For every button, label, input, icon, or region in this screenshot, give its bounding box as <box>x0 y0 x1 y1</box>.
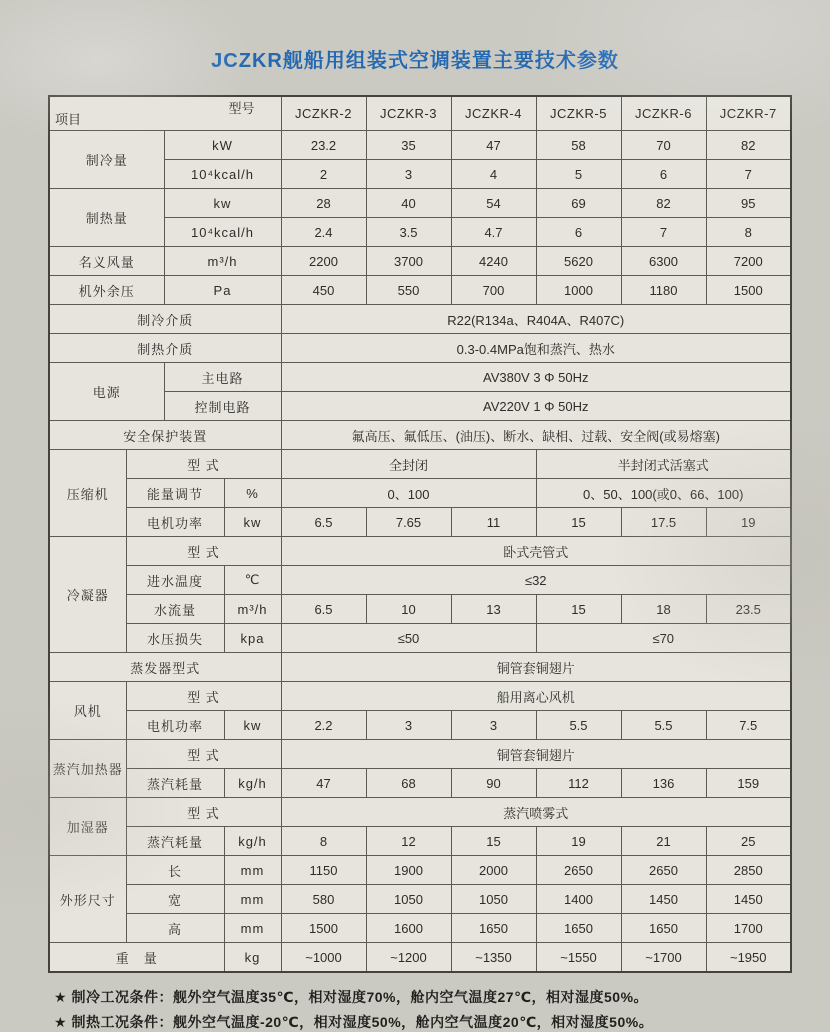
sub-label-cell: 水压损失 <box>126 624 224 653</box>
sub-label-cell: 进水温度 <box>126 566 224 595</box>
value-cell: 2 <box>281 160 366 189</box>
value-cell: 15 <box>536 595 621 624</box>
value-cell: 23.2 <box>281 131 366 160</box>
value-cell: 18 <box>621 595 706 624</box>
table-row <box>49 305 791 334</box>
table-row <box>49 131 791 160</box>
value-cell: 4240 <box>451 247 536 276</box>
merged-value-cell: ≤70 <box>536 624 791 653</box>
value-cell: 7 <box>706 160 791 189</box>
table-row <box>49 769 791 798</box>
merged-value-cell: ≤32 <box>281 566 791 595</box>
table-row <box>49 653 791 682</box>
unit-cell: kg/h <box>224 827 281 856</box>
table-row <box>49 247 791 276</box>
value-cell: 3 <box>366 160 451 189</box>
row-label: 外形尺寸 <box>49 856 126 943</box>
value-cell: 4.7 <box>451 218 536 247</box>
sub-label-cell: 电机功率 <box>126 711 224 740</box>
table-row <box>49 537 791 566</box>
note-heating-condition: ★ 制热工况条件：舰外空气温度-20℃，相对湿度50%，舱内空气温度20℃，相对湿度50%。 <box>54 1014 654 1030</box>
table-row <box>49 363 791 392</box>
value-cell: 3700 <box>366 247 451 276</box>
value-cell: 700 <box>451 276 536 305</box>
merged-value-cell: AV380V 3 Φ 50Hz <box>281 363 791 392</box>
value-cell: 19 <box>706 508 791 537</box>
row-label: 电源 <box>49 363 164 421</box>
row-label: 冷凝器 <box>49 537 126 653</box>
value-cell: 1400 <box>536 885 621 914</box>
table-row <box>49 740 791 769</box>
unit-cell: % <box>224 479 281 508</box>
merged-value-cell: 0.3-0.4MPa饱和蒸汽、热水 <box>281 334 791 363</box>
table-row <box>49 450 791 479</box>
value-cell: 13 <box>451 595 536 624</box>
value-cell: 19 <box>536 827 621 856</box>
value-cell: 12 <box>366 827 451 856</box>
row-label: 蒸发器型式 <box>49 653 281 682</box>
model-header-cell: JCZKR-4 <box>451 96 536 131</box>
value-cell: 6.5 <box>281 595 366 624</box>
value-cell: 40 <box>366 189 451 218</box>
value-cell: 2650 <box>536 856 621 885</box>
value-cell: 2.4 <box>281 218 366 247</box>
unit-cell: kg <box>224 943 281 973</box>
table-row <box>49 827 791 856</box>
value-cell: 15 <box>536 508 621 537</box>
sub-label-cell: 型 式 <box>126 740 281 769</box>
value-cell: 7 <box>621 218 706 247</box>
table-row <box>49 276 791 305</box>
value-cell: 15 <box>451 827 536 856</box>
value-cell: 35 <box>366 131 451 160</box>
value-cell: 6 <box>536 218 621 247</box>
row-label: 加湿器 <box>49 798 126 856</box>
value-cell: ~1700 <box>621 943 706 973</box>
unit-cell: mm <box>224 856 281 885</box>
merged-value-cell: 0、50、100(或0、66、100) <box>536 479 791 508</box>
table-row <box>49 566 791 595</box>
value-cell: 1650 <box>536 914 621 943</box>
unit-cell: 10⁴kcal/h <box>164 218 281 247</box>
value-cell: 450 <box>281 276 366 305</box>
sub-label-cell: 型 式 <box>126 798 281 827</box>
unit-cell: mm <box>224 885 281 914</box>
unit-cell: kw <box>224 711 281 740</box>
row-label: 制热介质 <box>49 334 281 363</box>
value-cell: 2200 <box>281 247 366 276</box>
corner-model-label: 型号 <box>228 101 255 116</box>
value-cell: 1600 <box>366 914 451 943</box>
value-cell: 1180 <box>621 276 706 305</box>
row-label: 压缩机 <box>49 450 126 537</box>
sub-label-cell: 高 <box>126 914 224 943</box>
value-cell: 5.5 <box>621 711 706 740</box>
sub-label-cell: 长 <box>126 856 224 885</box>
row-label: 制冷量 <box>49 131 164 189</box>
value-cell: ~1350 <box>451 943 536 973</box>
value-cell: 5620 <box>536 247 621 276</box>
value-cell: 1900 <box>366 856 451 885</box>
value-cell: 3 <box>366 711 451 740</box>
value-cell: 1700 <box>706 914 791 943</box>
value-cell: 70 <box>621 131 706 160</box>
sub-label-cell: 电机功率 <box>126 508 224 537</box>
value-cell: 550 <box>366 276 451 305</box>
unit-cell: m³/h <box>164 247 281 276</box>
value-cell: 3 <box>451 711 536 740</box>
value-cell: 17.5 <box>621 508 706 537</box>
table-row <box>49 798 791 827</box>
value-cell: 8 <box>281 827 366 856</box>
header-row <box>49 96 791 131</box>
value-cell: 8 <box>706 218 791 247</box>
table-row <box>49 624 791 653</box>
spec-table <box>48 95 792 973</box>
table-row <box>49 479 791 508</box>
merged-value-cell: 铜管套铜翅片 <box>281 653 791 682</box>
value-cell: 112 <box>536 769 621 798</box>
table-row <box>49 885 791 914</box>
sub-label-cell: 型 式 <box>126 450 281 479</box>
table-row <box>49 682 791 711</box>
model-header-cell: JCZKR-3 <box>366 96 451 131</box>
value-cell: 1650 <box>451 914 536 943</box>
value-cell: 82 <box>621 189 706 218</box>
value-cell: ~1200 <box>366 943 451 973</box>
value-cell: 2850 <box>706 856 791 885</box>
row-label: 蒸汽加热器 <box>49 740 126 798</box>
merged-value-cell: 全封闭 <box>281 450 536 479</box>
merged-value-cell: 氟高压、氟低压、(油压)、断水、缺相、过载、安全阀(或易熔塞) <box>281 421 791 450</box>
sub-label-cell: 蒸汽耗量 <box>126 769 224 798</box>
table-row <box>49 711 791 740</box>
value-cell: 1500 <box>281 914 366 943</box>
value-cell: 1650 <box>621 914 706 943</box>
value-cell: 47 <box>281 769 366 798</box>
value-cell: 1050 <box>451 885 536 914</box>
unit-cell: 10⁴kcal/h <box>164 160 281 189</box>
value-cell: 2650 <box>621 856 706 885</box>
value-cell: 10 <box>366 595 451 624</box>
value-cell: 58 <box>536 131 621 160</box>
value-cell: 21 <box>621 827 706 856</box>
value-cell: ~1000 <box>281 943 366 973</box>
unit-cell: kw <box>224 508 281 537</box>
value-cell: 7.5 <box>706 711 791 740</box>
table-row <box>49 508 791 537</box>
value-cell: 23.5 <box>706 595 791 624</box>
value-cell: ~1950 <box>706 943 791 973</box>
page-title: JCZKR舰船用组装式空调装置主要技术参数 <box>211 50 619 72</box>
model-header-cell: JCZKR-5 <box>536 96 621 131</box>
value-cell: 7200 <box>706 247 791 276</box>
value-cell: 1500 <box>706 276 791 305</box>
value-cell: 68 <box>366 769 451 798</box>
sub-label-cell: 水流量 <box>126 595 224 624</box>
row-label: 机外余压 <box>49 276 164 305</box>
value-cell: 1050 <box>366 885 451 914</box>
value-cell: 2000 <box>451 856 536 885</box>
value-cell: 11 <box>451 508 536 537</box>
value-cell: 95 <box>706 189 791 218</box>
merged-value-cell: 铜管套铜翅片 <box>281 740 791 769</box>
row-label: 制热量 <box>49 189 164 247</box>
sub-label-cell: 控制电路 <box>164 392 281 421</box>
merged-value-cell: ≤50 <box>281 624 536 653</box>
unit-cell: kw <box>164 189 281 218</box>
value-cell: 136 <box>621 769 706 798</box>
merged-value-cell: R22(R134a、R404A、R407C) <box>281 305 791 334</box>
value-cell: 1450 <box>706 885 791 914</box>
row-label: 名义风量 <box>49 247 164 276</box>
value-cell: 6 <box>621 160 706 189</box>
value-cell: 1450 <box>621 885 706 914</box>
row-label: 重 量 <box>49 943 224 973</box>
merged-value-cell: 0、100 <box>281 479 536 508</box>
value-cell: 47 <box>451 131 536 160</box>
unit-cell: m³/h <box>224 595 281 624</box>
table-row <box>49 595 791 624</box>
table-row <box>49 189 791 218</box>
value-cell: 54 <box>451 189 536 218</box>
unit-cell: kW <box>164 131 281 160</box>
value-cell: 90 <box>451 769 536 798</box>
value-cell: 82 <box>706 131 791 160</box>
corner-cell <box>49 96 281 131</box>
model-header-cell: JCZKR-6 <box>621 96 706 131</box>
unit-cell: mm <box>224 914 281 943</box>
value-cell: 1000 <box>536 276 621 305</box>
value-cell: 580 <box>281 885 366 914</box>
row-label: 风机 <box>49 682 126 740</box>
value-cell: 2.2 <box>281 711 366 740</box>
value-cell: ~1550 <box>536 943 621 973</box>
merged-value-cell: 蒸汽喷雾式 <box>281 798 791 827</box>
sub-label-cell: 蒸汽耗量 <box>126 827 224 856</box>
value-cell: 4 <box>451 160 536 189</box>
value-cell: 6.5 <box>281 508 366 537</box>
unit-cell: kpa <box>224 624 281 653</box>
table-row <box>49 334 791 363</box>
model-header-cell: JCZKR-2 <box>281 96 366 131</box>
value-cell: 6300 <box>621 247 706 276</box>
value-cell: 5.5 <box>536 711 621 740</box>
unit-cell: Pa <box>164 276 281 305</box>
row-label: 安全保护装置 <box>49 421 281 450</box>
sub-label-cell: 主电路 <box>164 363 281 392</box>
merged-value-cell: 半封闭式活塞式 <box>536 450 791 479</box>
value-cell: 1150 <box>281 856 366 885</box>
sub-label-cell: 能量调节 <box>126 479 224 508</box>
table-row <box>49 943 791 973</box>
note-cooling-condition: ★ 制冷工况条件：舰外空气温度35℃，相对湿度70%，舱内空气温度27℃，相对湿度50%。 <box>54 989 649 1005</box>
corner-item-label: 项目 <box>55 112 82 127</box>
model-header-cell: JCZKR-7 <box>706 96 791 131</box>
table-row <box>49 914 791 943</box>
value-cell: 69 <box>536 189 621 218</box>
sub-label-cell: 型 式 <box>126 682 281 711</box>
sub-label-cell: 型 式 <box>126 537 281 566</box>
sub-label-cell: 宽 <box>126 885 224 914</box>
unit-cell: kg/h <box>224 769 281 798</box>
merged-value-cell: 卧式壳管式 <box>281 537 791 566</box>
value-cell: 25 <box>706 827 791 856</box>
value-cell: 159 <box>706 769 791 798</box>
value-cell: 7.65 <box>366 508 451 537</box>
table-row <box>49 421 791 450</box>
value-cell: 5 <box>536 160 621 189</box>
value-cell: 3.5 <box>366 218 451 247</box>
row-label: 制冷介质 <box>49 305 281 334</box>
value-cell: 28 <box>281 189 366 218</box>
table-row <box>49 856 791 885</box>
merged-value-cell: AV220V 1 Φ 50Hz <box>281 392 791 421</box>
unit-cell: ℃ <box>224 566 281 595</box>
merged-value-cell: 船用离心风机 <box>281 682 791 711</box>
